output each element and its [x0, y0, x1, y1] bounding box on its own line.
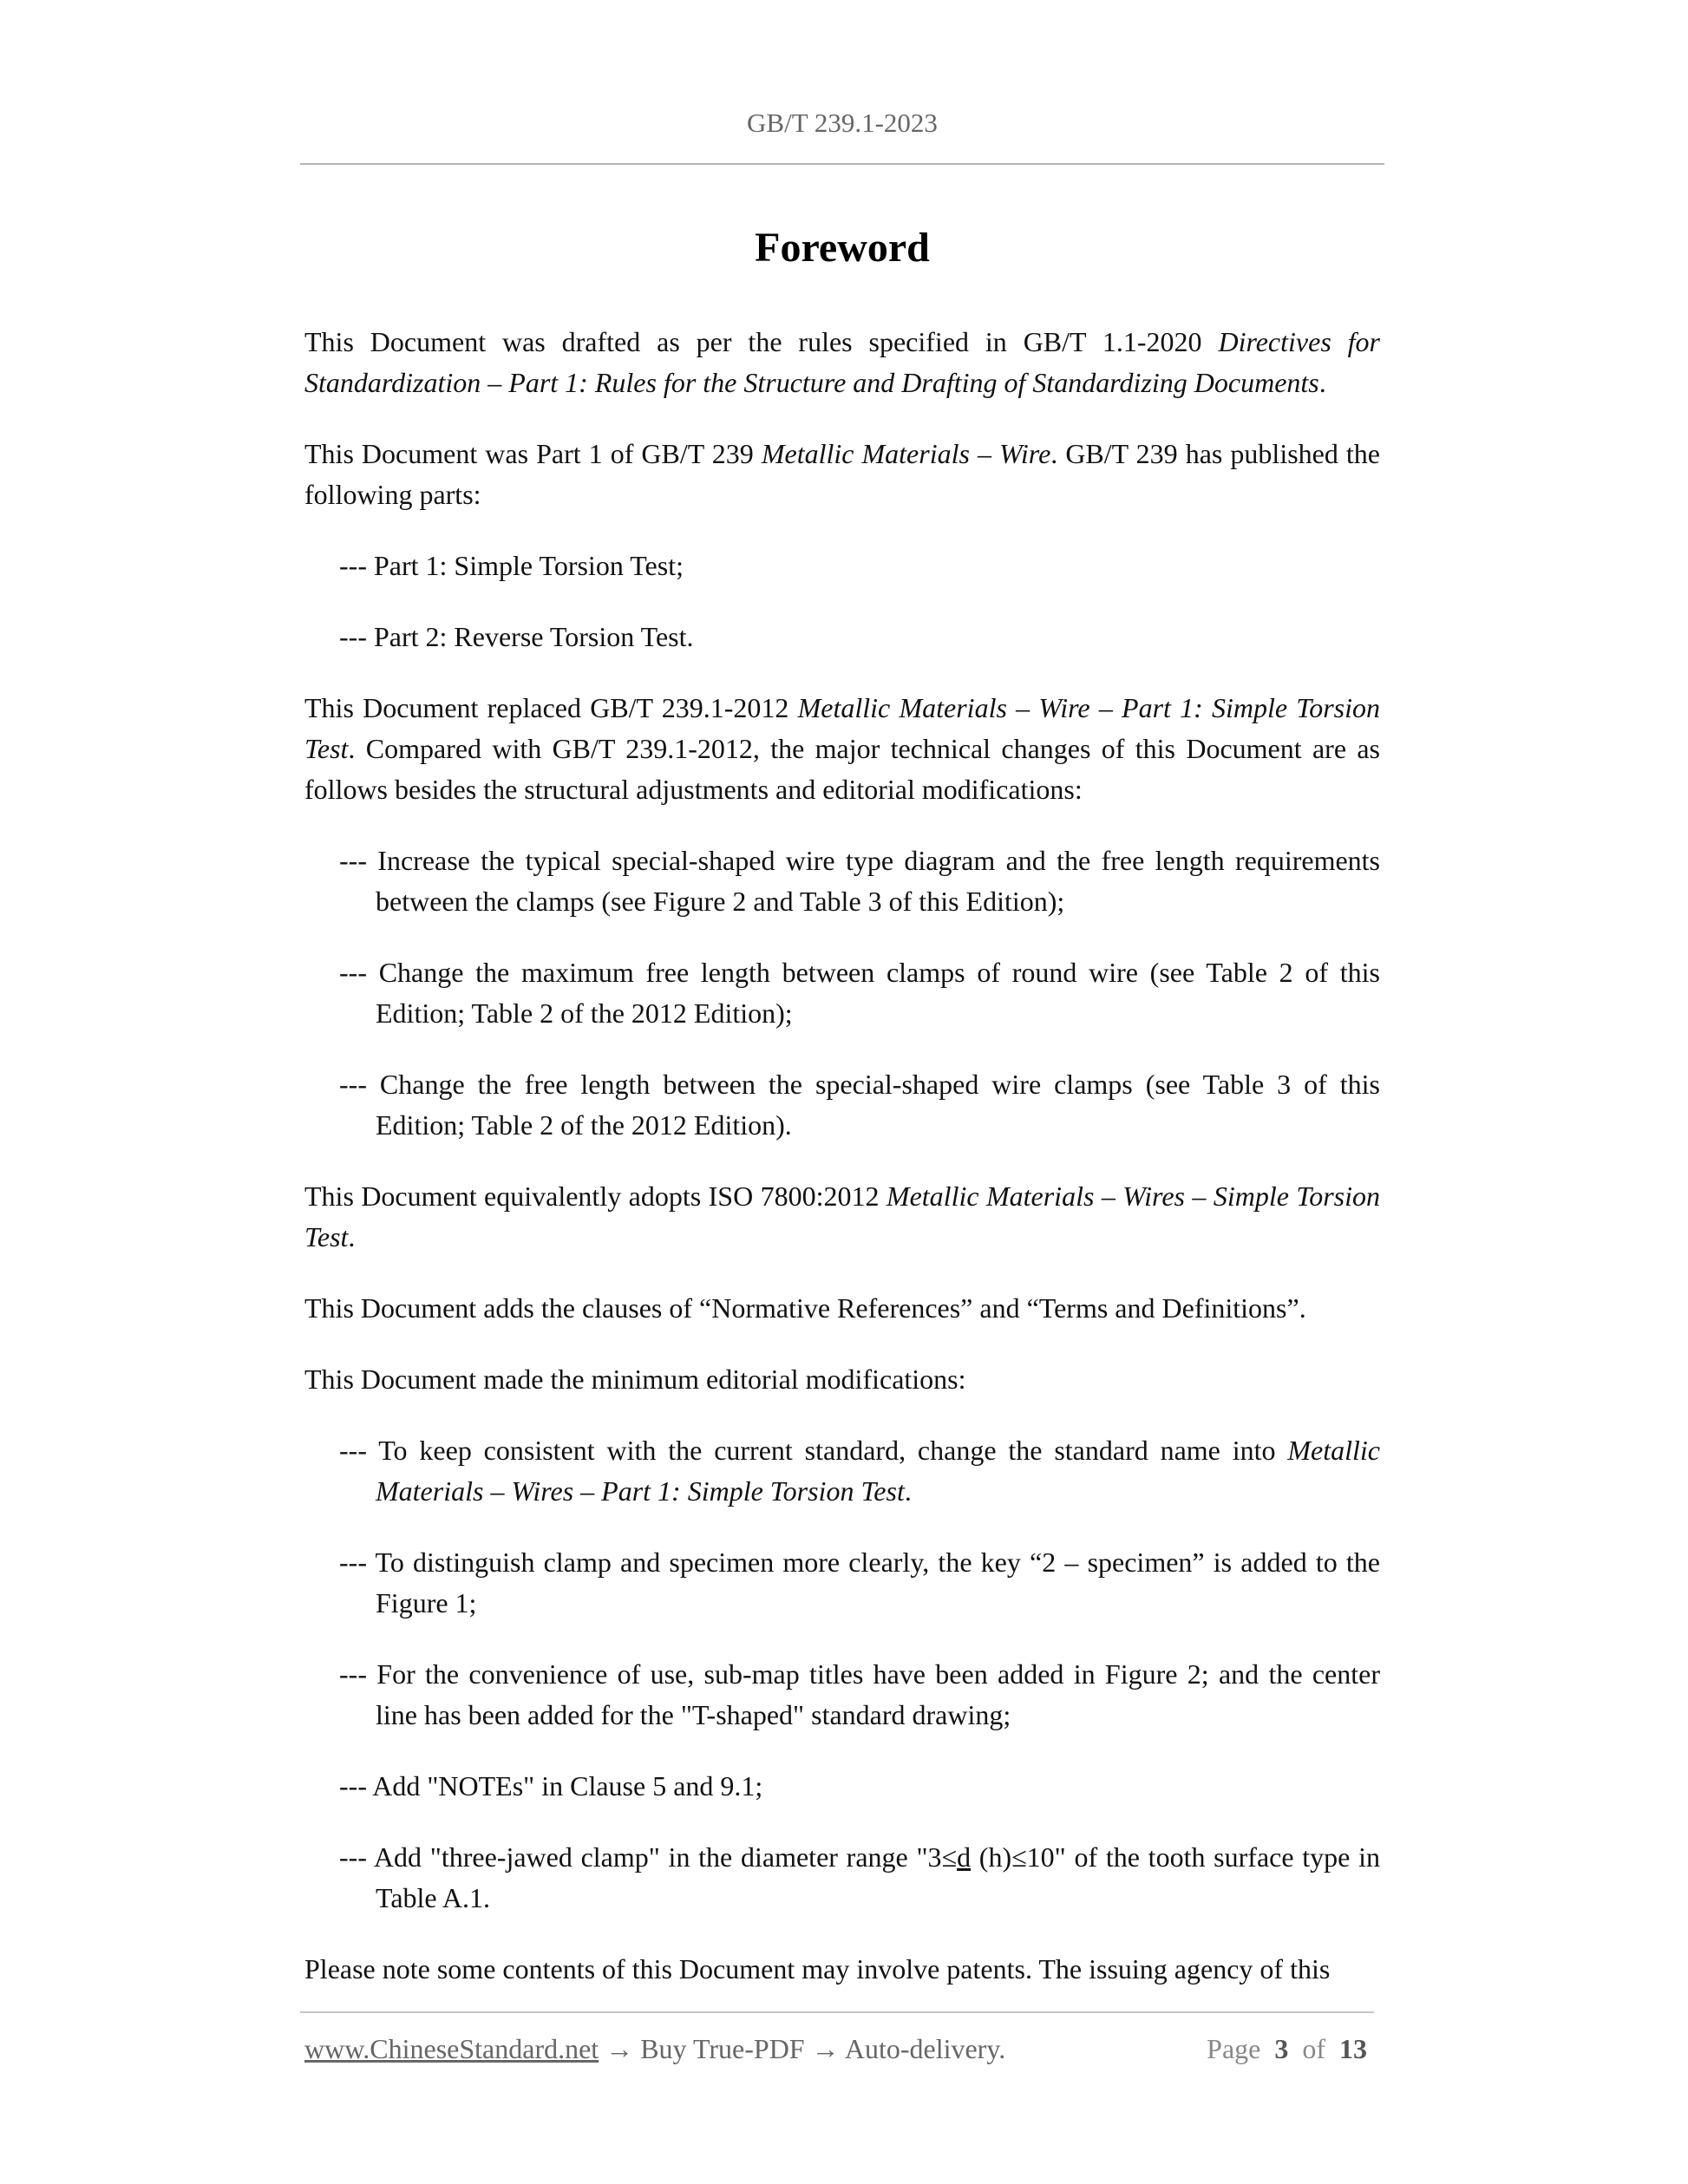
list-item-change: --- Change the free length between the special-shaped wire clamps (see Table 3 of this Edition; Table 2 of the 2012 Edition). — [339, 1069, 1380, 1141]
buy-text: → Buy True-PDF → Auto-delivery. — [599, 2033, 1006, 2064]
footer-divider — [300, 2011, 1374, 2013]
text: . — [348, 1221, 356, 1252]
text: This Document replaced GB/T 239.1-2012 — [304, 692, 798, 723]
paragraph-replacement — [304, 688, 1380, 810]
text: . Compared with GB/T 239.1-2012, the major technical changes of this Document are as follows besides the structural adjustments and editorial modifications: — [304, 733, 1380, 805]
current-page-number: 3 — [1274, 2033, 1289, 2064]
footer-promo — [304, 2033, 1005, 2065]
paragraph-patents: Please note some contents of this Document may involve patents. The issuing agency of this — [304, 1953, 1331, 1985]
underlined-symbol: d — [957, 1841, 972, 1873]
site-link[interactable]: www.ChineseStandard.net — [304, 2033, 599, 2064]
list-item-part-2: --- Part 2: Reverse Torsion Test. — [339, 621, 694, 652]
text: . — [904, 1475, 912, 1507]
text: (h)≤10" of the tooth surface type in Table A.1. — [376, 1841, 1381, 1913]
cited-title: Directives for Standardization – Part 1: Rules for the Structure and Drafting of Standardizing Documents — [304, 326, 1381, 398]
text: --- To keep consistent with the current standard, change the standard name into — [339, 1435, 1288, 1466]
list-item-modification: --- To distinguish clamp and specimen more clearly, the key “2 – specimen” is added to the Figure 1; — [339, 1546, 1380, 1618]
cited-title: Metallic Materials – Wires – Part 1: Simple Torsion Test — [376, 1435, 1380, 1507]
page-indicator — [1202, 2033, 1367, 2065]
list-item-modification: --- For the convenience of use, sub-map titles have been added in Figure 2; and the center line has been added for the "T-shaped" standard drawing; — [339, 1658, 1380, 1730]
list-item-modification: --- Add "NOTEs" in Clause 5 and 9.1; — [339, 1770, 763, 1801]
text: . GB/T 239 has published the following parts: — [304, 438, 1381, 510]
of-label: of — [1302, 2033, 1325, 2064]
header-divider — [300, 163, 1384, 165]
cited-title: Metallic Materials – Wire — [761, 438, 1051, 469]
text: This Document was Part 1 of GB/T 239 — [304, 438, 762, 469]
paragraph-series-parts — [304, 434, 1380, 515]
paragraph-editorial-mods: This Document made the minimum editorial modifications: — [304, 1363, 966, 1395]
list-item-modification — [339, 1430, 1380, 1512]
paragraph-drafting-rules — [304, 322, 1380, 403]
list-item-modification — [339, 1837, 1380, 1919]
text: --- Add "three-jawed clamp" in the diameter range "3≤ — [339, 1841, 958, 1873]
list-item-change: --- Change the maximum free length between clamps of round wire (see Table 2 of this Edition; Table 2 of the 2012 Edition); — [339, 957, 1380, 1029]
text: This Document equivalently adopts ISO 7800:2012 — [304, 1180, 887, 1212]
list-item-part-1: --- Part 1: Simple Torsion Test; — [339, 550, 684, 581]
running-header: GB/T 239.1-2023 — [747, 108, 938, 138]
text: . — [1318, 367, 1326, 398]
document-body — [304, 322, 1380, 2020]
paragraph-iso-adoption — [304, 1176, 1380, 1258]
page-title: Foreword — [755, 225, 930, 271]
list-item-change: --- Increase the typical special-shaped wire type diagram and the free length requirements between the clamps (see Figure 2 and Table 3 of this Edition); — [339, 845, 1380, 917]
text: This Document was drafted as per the rules specified in GB/T 1.1-2020 — [304, 326, 1219, 357]
paragraph-added-clauses: This Document adds the clauses of “Normative References” and “Terms and Definitions”. — [304, 1292, 1306, 1324]
total-pages-number: 13 — [1339, 2033, 1367, 2064]
page-label: Page — [1207, 2033, 1261, 2064]
cited-title: Metallic Materials – Wire – Part 1: Simple Torsion Test — [304, 692, 1381, 764]
cited-title: Metallic Materials – Wires – Simple Torsion Test — [304, 1180, 1380, 1252]
